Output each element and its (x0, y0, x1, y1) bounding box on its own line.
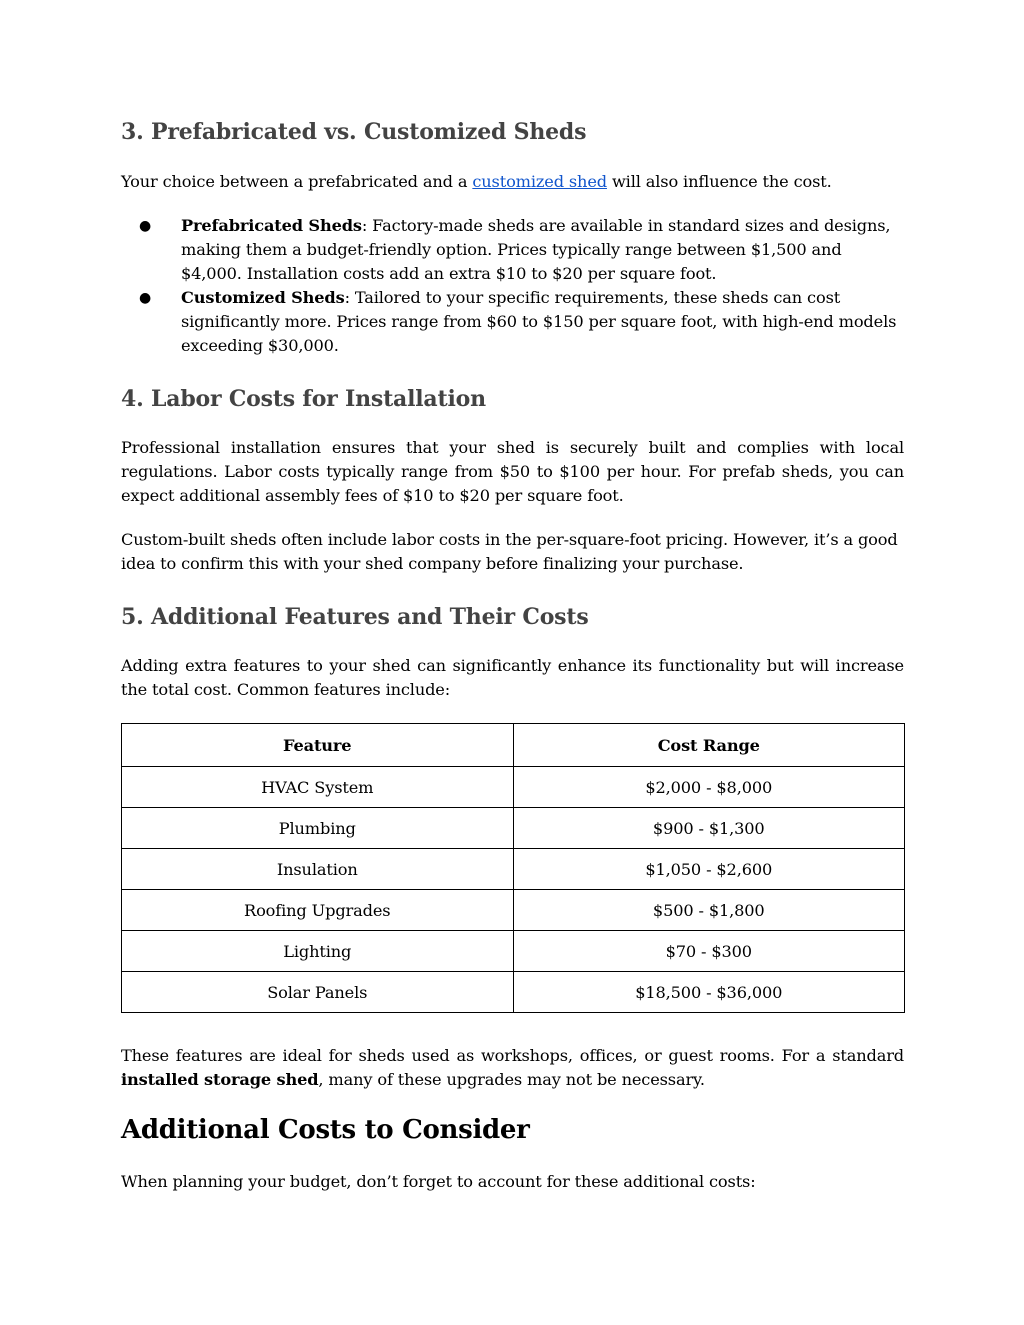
list-item-text: : Tailored to your specific requirements, these sheds can cost significantly more. Prices range from $60 to $150 per square foot, with high-end models exceeding $30,000. (181, 288, 897, 355)
list-item-title: Prefabricated Sheds (181, 216, 362, 235)
feature-cell: Lighting (122, 931, 514, 972)
section-4-paragraph-1: Professional installation ensures that your shed is securely built and complies with local regulations. Labor costs typically range from $50 to $100 per hour. For prefab sheds, you can expect additional assembly fees of $10 to $20 per square foot. (121, 438, 904, 505)
additional-costs-heading: Additional Costs to Consider (121, 1115, 530, 1145)
closing-text-after: , many of these upgrades may not be necessary. (318, 1070, 705, 1089)
feature-cell: Insulation (122, 849, 514, 890)
closing-text-before: These features are ideal for sheds used as workshops, offices, or guest rooms. For a standard (121, 1046, 904, 1065)
cost-cell: $1,050 - $2,600 (513, 849, 905, 890)
table-row (122, 767, 905, 808)
table-header-row (122, 724, 905, 767)
table-row (122, 972, 905, 1013)
cost-cell: $70 - $300 (513, 931, 905, 972)
list-item-title: Customized Sheds (181, 288, 345, 307)
feature-cell: Plumbing (122, 808, 514, 849)
section-5-intro: Adding extra features to your shed can significantly enhance its functionality but will increase the total cost. Common features include: (121, 656, 904, 699)
features-cost-table (121, 723, 905, 1013)
column-header-cost-range: Cost Range (513, 724, 905, 767)
customized-shed-link[interactable]: customized shed (472, 172, 607, 191)
section-4-heading: 4. Labor Costs for Installation (121, 386, 486, 412)
section-3-heading: 3. Prefabricated vs. Customized Sheds (121, 119, 587, 145)
table-row (122, 931, 905, 972)
column-header-feature: Feature (122, 724, 514, 767)
intro-text-before-link: Your choice between a prefabricated and a (121, 172, 473, 191)
table-row (122, 849, 905, 890)
list-item (121, 214, 904, 286)
cost-cell: $500 - $1,800 (513, 890, 905, 931)
bullet-icon: ● (139, 290, 152, 306)
cost-cell: $2,000 - $8,000 (513, 767, 905, 808)
intro-text-after-link: will also influence the cost. (606, 172, 832, 191)
shed-type-list (121, 214, 904, 358)
bullet-icon: ● (139, 218, 152, 234)
table-row (122, 890, 905, 931)
feature-cell: Solar Panels (122, 972, 514, 1013)
list-item (121, 286, 904, 358)
additional-costs-intro: When planning your budget, don’t forget to account for these additional costs: (121, 1172, 756, 1191)
section-5-closing (121, 1044, 904, 1092)
section-3-intro (121, 170, 904, 194)
section-5-heading: 5. Additional Features and Their Costs (121, 604, 589, 630)
cost-cell: $900 - $1,300 (513, 808, 905, 849)
list-item-text: : Factory-made sheds are available in standard sizes and designs, making them a budget-friendly option. Prices typically range between $1,500 and $4,000. Installation costs add an extra $10 to $20 per square foot. (181, 216, 891, 283)
section-4-paragraph-2: Custom-built sheds often include labor costs in the per-square-foot pricing. However, it’s a good idea to confirm this with your shed company before finalizing your purchase. (121, 530, 898, 573)
table-row (122, 808, 905, 849)
cost-cell: $18,500 - $36,000 (513, 972, 905, 1013)
installed-storage-shed-term: installed storage shed (121, 1070, 319, 1089)
feature-cell: HVAC System (122, 767, 514, 808)
feature-cell: Roofing Upgrades (122, 890, 514, 931)
